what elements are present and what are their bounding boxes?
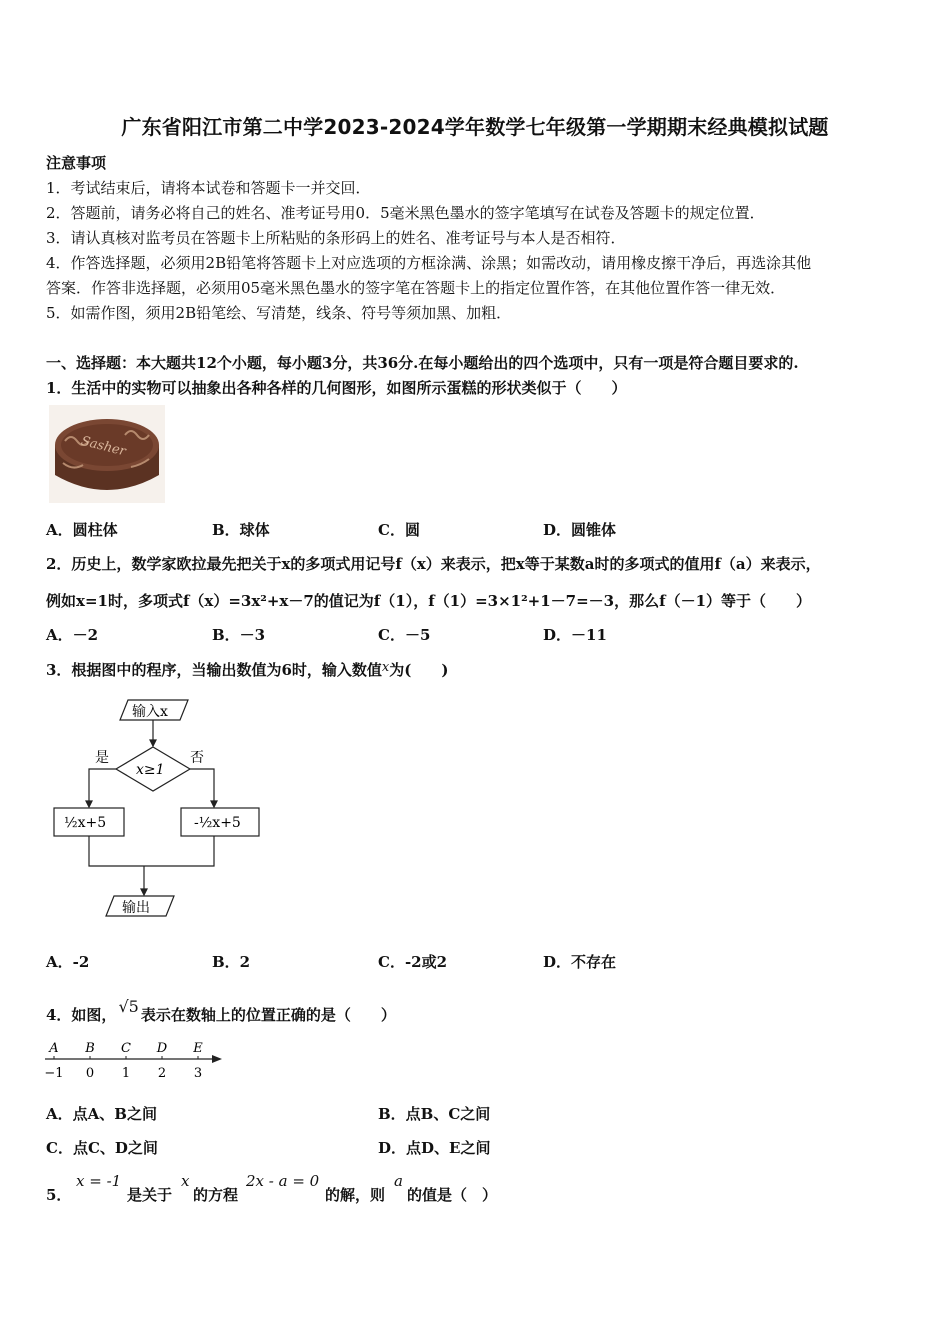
axis-letter: E xyxy=(193,1041,203,1056)
option-d: D．－11 xyxy=(543,626,607,644)
q3-stem-var: x xyxy=(381,660,390,675)
flow-yes-label: 是 xyxy=(95,750,109,766)
axis-number: −1 xyxy=(44,1066,64,1081)
notice-item: 4．作答选择题，必须用2B铅笔将答题卡上对应选项的方框涂满、涂黑；如需改动，请用橡皮擦干净后，再选涂其他 xyxy=(46,254,812,272)
notice-item: 答案．作答非选择题，必须用05毫米黑色墨水的签字笔在答题卡上的指定位置作答，在其他位置作答一律无效． xyxy=(46,279,786,297)
q3-stem-post: 为( ) xyxy=(389,661,449,679)
q5-math-x: x xyxy=(181,1172,190,1190)
option-c: C．点C、D之间 xyxy=(46,1139,158,1157)
notice-item: 1．考试结束后，请将本试卷和答题卡一并交回． xyxy=(46,179,371,197)
option-d: D．不存在 xyxy=(543,953,617,971)
notice-heading: 注意事项 xyxy=(46,154,107,172)
axis-letter: B xyxy=(85,1041,95,1056)
option-b: B．－3 xyxy=(212,626,266,644)
q5-math-x-eq: x = -1 xyxy=(76,1172,122,1190)
question-3-stem xyxy=(46,659,448,680)
flow-right-box-label: -½x+5 xyxy=(194,815,241,831)
option-a: A．点A、B之间 xyxy=(46,1105,157,1123)
page-title: 广东省阳江市第二中学2023-2024学年数学七年级第一学期期末经典模拟试题 xyxy=(121,115,829,139)
option-a: A．-2 xyxy=(46,953,90,971)
axis-letter: D xyxy=(156,1041,168,1056)
sqrt5-math: √5 xyxy=(118,997,139,1016)
q4-stem-pre: 4．如图， xyxy=(46,1006,117,1024)
q5-text: 是关于 xyxy=(127,1186,173,1204)
option-a: A．圆柱体 xyxy=(46,521,118,539)
number-line xyxy=(40,1035,240,1083)
axis-letter: C xyxy=(121,1041,131,1056)
axis-letter: A xyxy=(49,1041,59,1056)
question-2-line1: 2．历史上，数学家欧拉最先把关于x的多项式用记号f（x）来表示，把x等于某数a时的多项式的值用f（a）来表示， xyxy=(46,555,821,573)
flow-input-label: 输入x xyxy=(132,704,168,720)
q5-text: 的方程 xyxy=(193,1186,239,1204)
question-1-stem: 1．生活中的实物可以抽象出各种各样的几何图形，如图所示蛋糕的形状类似于（ ） xyxy=(46,379,627,397)
notice-item: 5．如需作图，须用2B铅笔绘、写清楚，线条、符号等须加黑、加粗． xyxy=(46,304,512,322)
option-d: D．点D、E之间 xyxy=(378,1139,491,1157)
question-2-line2: 例如x=1时，多项式f（x）=3x²+x－7的值记为f（1），f（1）=3×1²+1－7=－3，那么f（－1）等于（ ） xyxy=(46,592,812,610)
question-5-number: 5． xyxy=(46,1186,72,1204)
section-heading: 一、选择题：本大题共12个小题，每小题3分，共36分.在每小题给出的四个选项中，只有一项是符合题目要求的. xyxy=(46,354,799,372)
cake-image xyxy=(49,405,165,503)
axis-number: 3 xyxy=(193,1066,203,1081)
q5-text: 的值是（ ） xyxy=(407,1186,498,1204)
option-c: C．圆 xyxy=(378,521,420,539)
notice-item: 3．请认真核对监考员在答题卡上所粘贴的条形码上的姓名、准考证号与本人是否相符． xyxy=(46,229,626,247)
flow-no-label: 否 xyxy=(190,750,204,766)
cake-lettering: Sasher xyxy=(79,433,128,460)
q3-stem-pre: 3．根据图中的程序，当输出数值为6时，输入数值 xyxy=(46,661,382,679)
axis-number: 2 xyxy=(157,1066,167,1081)
option-c: C．-2或2 xyxy=(378,953,448,971)
flow-condition-label: x≥1 xyxy=(136,762,165,778)
option-b: B．点B、C之间 xyxy=(378,1105,491,1123)
axis-number: 0 xyxy=(85,1066,95,1081)
q5-math-a: a xyxy=(394,1172,403,1190)
option-c: C．－5 xyxy=(378,626,431,644)
question-4-stem xyxy=(46,997,396,1025)
option-b: B．球体 xyxy=(212,521,270,539)
option-b: B．2 xyxy=(212,953,251,971)
option-a: A．－2 xyxy=(46,626,99,644)
axis-number: 1 xyxy=(121,1066,131,1081)
q5-text: 的解，则 xyxy=(325,1186,386,1204)
q5-math-equation: 2x - a = 0 xyxy=(246,1172,320,1190)
flow-left-box-label: ½x+5 xyxy=(64,815,107,831)
flow-output-label: 输出 xyxy=(122,900,150,916)
option-d: D．圆锥体 xyxy=(543,521,617,539)
notice-item: 2．答题前，请务必将自己的姓名、准考证号用0．5毫米黑色墨水的签字笔填写在试卷及答题卡的规定位置． xyxy=(46,204,765,222)
q4-stem-post: 表示在数轴上的位置正确的是（ ） xyxy=(140,1006,396,1024)
flowchart xyxy=(48,694,278,924)
